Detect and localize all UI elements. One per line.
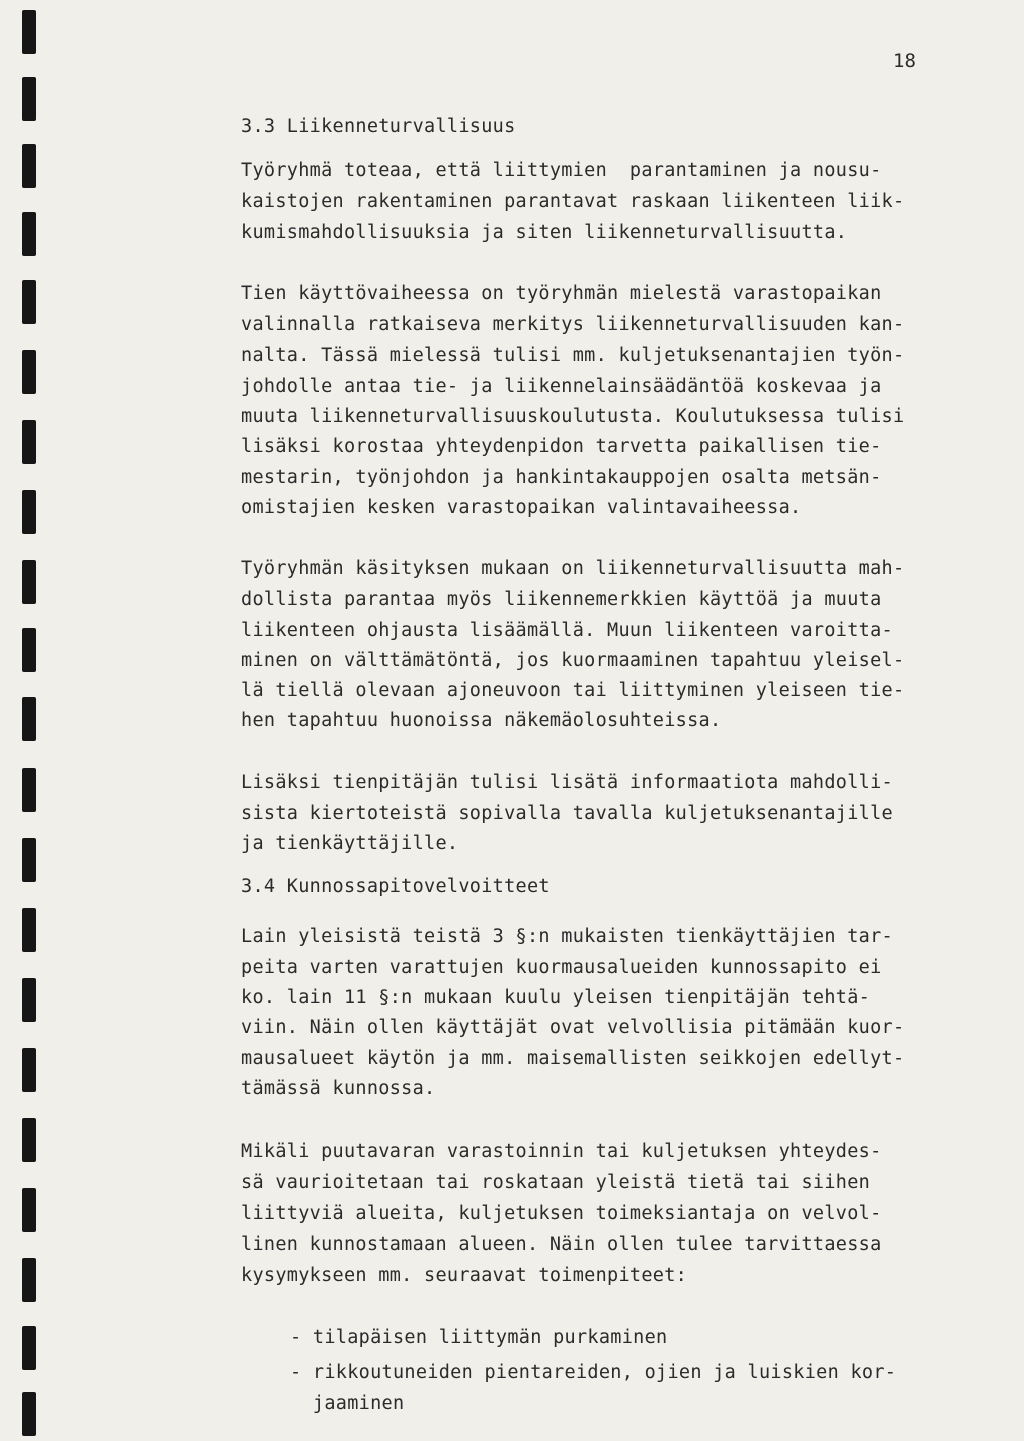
text-line: viin. Näin ollen käyttäjät ovat velvollisia pitämään kuor- <box>241 1017 905 1038</box>
punch-hole <box>22 560 36 604</box>
punch-hole <box>22 420 36 464</box>
page-number: 18 <box>893 50 916 72</box>
text-line: nalta. Tässä mielessä tulisi mm. kuljetuksenantajien työn- <box>241 345 905 366</box>
text-line: sista kiertoteistä sopivalla tavalla kuljetuksenantajille <box>241 803 893 824</box>
punch-hole <box>22 768 36 812</box>
text-line: mestarin, työnjohdon ja hankintakauppojen osalta metsän- <box>241 467 882 488</box>
punch-hole <box>22 1392 36 1436</box>
text-line: Lain yleisistä teistä 3 §:n mukaisten tienkäyttäjien tar- <box>241 926 893 947</box>
text-line: peita varten varattujen kuormausalueiden kunnossapito ei <box>241 957 882 978</box>
punch-hole <box>22 697 36 741</box>
text-line: minen on välttämätöntä, jos kuormaaminen tapahtuu yleisel- <box>241 650 905 671</box>
section-heading: 3.4 Kunnossapitovelvoitteet <box>241 876 550 897</box>
text-line: sä vaurioitetaan tai roskataan yleistä tietä tai siihen <box>241 1172 871 1193</box>
punch-hole <box>22 1048 36 1092</box>
text-line: liittyviä alueita, kuljetuksen toimeksiantaja on velvol- <box>241 1203 882 1224</box>
punch-hole <box>22 1258 36 1302</box>
text-line: omistajien kesken varastopaikan valintavaiheessa. <box>241 497 802 518</box>
text-line: lä tiellä olevaan ajoneuvoon tai liittyminen yleiseen tie- <box>241 680 905 701</box>
text-line: Tien käyttövaiheessa on työryhmän mielestä varastopaikan <box>241 283 882 304</box>
punch-hole <box>22 10 36 54</box>
text-line: Työryhmä toteaa, että liittymien parantaminen ja nousu- <box>241 160 882 181</box>
text-line: hen tapahtuu huonoissa näkemäolosuhteissa. <box>241 710 722 731</box>
punch-hole <box>22 908 36 952</box>
punch-hole <box>22 1326 36 1370</box>
text-line: mausalueet käytön ja mm. maisemallisten seikkojen edellyt- <box>241 1048 905 1069</box>
text-line: lisäksi korostaa yhteydenpidon tarvetta paikallisen tie- <box>241 436 882 457</box>
punch-hole <box>22 1188 36 1232</box>
punch-hole <box>22 628 36 672</box>
text-line: kaistojen rakentaminen parantavat raskaan liikenteen liik- <box>241 191 905 212</box>
punch-hole <box>22 212 36 256</box>
punch-hole <box>22 978 36 1022</box>
text-line: liikenteen ohjausta lisäämällä. Muun liikenteen varoitta- <box>241 620 893 641</box>
punch-hole <box>22 280 36 324</box>
text-line: muuta liikenneturvallisuuskoulutusta. Koulutuksessa tulisi <box>241 406 905 427</box>
text-line: johdolle antaa tie- ja liikennelainsäädäntöä koskevaa ja <box>241 376 882 397</box>
punch-hole <box>22 490 36 534</box>
text-line: tämässä kunnossa. <box>241 1078 436 1099</box>
punch-hole <box>22 77 36 121</box>
text-line: Työryhmän käsityksen mukaan on liikenneturvallisuutta mah- <box>241 558 905 579</box>
text-line: linen kunnostamaan alueen. Näin ollen tulee tarvittaessa <box>241 1234 882 1255</box>
section-heading: 3.3 Liikenneturvallisuus <box>241 116 516 137</box>
punch-hole <box>22 1118 36 1162</box>
list-item-continuation: jaaminen <box>290 1393 405 1414</box>
punch-hole <box>22 144 36 188</box>
text-line: valinnalla ratkaiseva merkitys liikenneturvallisuuden kan- <box>241 314 905 335</box>
list-item: - rikkoutuneiden pientareiden, ojien ja luiskien kor- <box>290 1362 897 1383</box>
text-line: Lisäksi tienpitäjän tulisi lisätä informaatiota mahdolli- <box>241 772 893 793</box>
list-item: - tilapäisen liittymän purkaminen <box>290 1327 668 1348</box>
text-line: ja tienkäyttäjille. <box>241 833 459 854</box>
text-line: dollista parantaa myös liikennemerkkien käyttöä ja muuta <box>241 589 882 610</box>
text-line: kysymykseen mm. seuraavat toimenpiteet: <box>241 1265 688 1286</box>
text-line: Mikäli puutavaran varastoinnin tai kuljetuksen yhteydes- <box>241 1141 882 1162</box>
binding-punch-holes <box>0 0 60 1441</box>
text-line: ko. lain 11 §:n mukaan kuulu yleisen tienpitäjän tehtä- <box>241 987 871 1008</box>
punch-hole <box>22 838 36 882</box>
punch-hole <box>22 350 36 394</box>
text-line: kumismahdollisuuksia ja siten liikenneturvallisuutta. <box>241 222 848 243</box>
